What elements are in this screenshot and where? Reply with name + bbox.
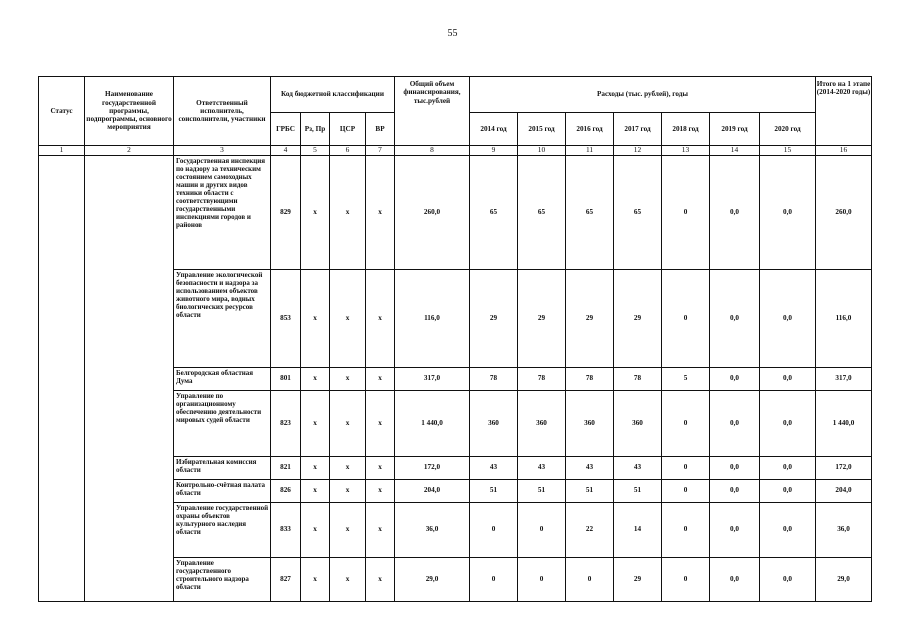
year-cell: 65 bbox=[614, 155, 662, 269]
stage-total-cell: 29,0 bbox=[816, 557, 872, 601]
column-number: 5 bbox=[301, 146, 330, 156]
year-cell: 78 bbox=[614, 367, 662, 390]
year-cell: 0,0 bbox=[760, 557, 816, 601]
vr-cell: х bbox=[366, 456, 395, 479]
year-cell: 65 bbox=[470, 155, 518, 269]
year-cell: 0,0 bbox=[710, 479, 760, 502]
grbs-cell: 826 bbox=[271, 479, 301, 502]
rzpr-cell: х bbox=[301, 557, 330, 601]
year-cell: 43 bbox=[614, 456, 662, 479]
column-numbers-row bbox=[39, 146, 872, 156]
grbs-cell: 829 bbox=[271, 155, 301, 269]
header-year-2016: 2016 год bbox=[566, 113, 614, 146]
year-cell: 43 bbox=[470, 456, 518, 479]
stage-total-cell: 116,0 bbox=[816, 269, 872, 367]
vr-cell: х bbox=[366, 479, 395, 502]
total-cell: 172,0 bbox=[395, 456, 470, 479]
year-cell: 51 bbox=[518, 479, 566, 502]
year-cell: 360 bbox=[614, 390, 662, 456]
stage-total-cell: 172,0 bbox=[816, 456, 872, 479]
year-cell: 0,0 bbox=[760, 502, 816, 557]
column-number: 10 bbox=[518, 146, 566, 156]
executor-cell: Управление экологической безопасности и надзора за использованием объектов животного мира, водных биологических ресурсов области bbox=[174, 269, 271, 367]
year-cell: 5 bbox=[662, 367, 710, 390]
grbs-cell: 821 bbox=[271, 456, 301, 479]
column-number: 6 bbox=[330, 146, 366, 156]
header-year-2020: 2020 год bbox=[760, 113, 816, 146]
header-program-name: Наименование государственной программы, подпрограммы, основного мероприятия bbox=[85, 77, 174, 146]
year-cell: 51 bbox=[470, 479, 518, 502]
total-cell: 116,0 bbox=[395, 269, 470, 367]
header-year-2014: 2014 год bbox=[470, 113, 518, 146]
executor-cell: Управление по организационному обеспечению деятельности мировых судей области bbox=[174, 390, 271, 456]
year-cell: 0,0 bbox=[760, 456, 816, 479]
vr-cell: х bbox=[366, 390, 395, 456]
year-cell: 0 bbox=[566, 557, 614, 601]
column-number: 12 bbox=[614, 146, 662, 156]
column-number: 3 bbox=[174, 146, 271, 156]
csr-cell: х bbox=[330, 269, 366, 367]
year-cell: 360 bbox=[470, 390, 518, 456]
header-rzpr: Рз, Пр bbox=[301, 113, 330, 146]
stage-total-cell: 317,0 bbox=[816, 367, 872, 390]
year-cell: 29 bbox=[518, 269, 566, 367]
program-name-cell bbox=[85, 155, 174, 601]
executor-cell: Управление государственной охраны объектов культурного наследия области bbox=[174, 502, 271, 557]
year-cell: 0 bbox=[662, 155, 710, 269]
year-cell: 29 bbox=[566, 269, 614, 367]
year-cell: 43 bbox=[566, 456, 614, 479]
grbs-cell: 801 bbox=[271, 367, 301, 390]
total-cell: 1 440,0 bbox=[395, 390, 470, 456]
rzpr-cell: х bbox=[301, 479, 330, 502]
grbs-cell: 833 bbox=[271, 502, 301, 557]
csr-cell: х bbox=[330, 557, 366, 601]
year-cell: 0 bbox=[662, 269, 710, 367]
year-cell: 0 bbox=[518, 557, 566, 601]
stage-total-cell: 260,0 bbox=[816, 155, 872, 269]
vr-cell: х bbox=[366, 155, 395, 269]
year-cell: 0,0 bbox=[710, 155, 760, 269]
column-number: 7 bbox=[366, 146, 395, 156]
vr-cell: х bbox=[366, 269, 395, 367]
year-cell: 0 bbox=[470, 502, 518, 557]
csr-cell: х bbox=[330, 456, 366, 479]
header-year-2018: 2018 год bbox=[662, 113, 710, 146]
year-cell: 0,0 bbox=[710, 390, 760, 456]
year-cell: 0 bbox=[662, 557, 710, 601]
year-cell: 0,0 bbox=[760, 367, 816, 390]
rzpr-cell: х bbox=[301, 155, 330, 269]
csr-cell: х bbox=[330, 479, 366, 502]
total-cell: 36,0 bbox=[395, 502, 470, 557]
executor-cell: Контрольно-счётная палата области bbox=[174, 479, 271, 502]
year-cell: 0,0 bbox=[710, 456, 760, 479]
executor-cell: Управление государственного строительного надзора области bbox=[174, 557, 271, 601]
csr-cell: х bbox=[330, 390, 366, 456]
header-status: Статус bbox=[39, 77, 85, 146]
header-year-2015: 2015 год bbox=[518, 113, 566, 146]
executor-cell: Белгородская областная Дума bbox=[174, 367, 271, 390]
header-expenses: Расходы (тыс. рублей), годы bbox=[470, 77, 816, 113]
header-budget-code: Код бюджетной классификации bbox=[271, 77, 395, 113]
year-cell: 0,0 bbox=[760, 269, 816, 367]
rzpr-cell: х bbox=[301, 502, 330, 557]
year-cell: 78 bbox=[518, 367, 566, 390]
year-cell: 0,0 bbox=[710, 557, 760, 601]
rzpr-cell: х bbox=[301, 456, 330, 479]
year-cell: 51 bbox=[566, 479, 614, 502]
total-cell: 317,0 bbox=[395, 367, 470, 390]
grbs-cell: 853 bbox=[271, 269, 301, 367]
year-cell: 0,0 bbox=[760, 155, 816, 269]
total-cell: 260,0 bbox=[395, 155, 470, 269]
year-cell: 78 bbox=[566, 367, 614, 390]
year-cell: 0,0 bbox=[710, 367, 760, 390]
header-csr: ЦСР bbox=[330, 113, 366, 146]
header-year-2017: 2017 год bbox=[614, 113, 662, 146]
stage-total-cell: 204,0 bbox=[816, 479, 872, 502]
year-cell: 0 bbox=[662, 456, 710, 479]
year-cell: 29 bbox=[470, 269, 518, 367]
column-number: 13 bbox=[662, 146, 710, 156]
year-cell: 43 bbox=[518, 456, 566, 479]
year-cell: 65 bbox=[566, 155, 614, 269]
rzpr-cell: х bbox=[301, 390, 330, 456]
total-cell: 29,0 bbox=[395, 557, 470, 601]
year-cell: 14 bbox=[614, 502, 662, 557]
table-row bbox=[39, 155, 872, 269]
column-number: 1 bbox=[39, 146, 85, 156]
stage-total-cell: 1 440,0 bbox=[816, 390, 872, 456]
executor-cell: Государственная инспекция по надзору за техническим состоянием самоходных машин и других видов техники области с соответствующими государственными инспекциями городов и районов bbox=[174, 155, 271, 269]
header-year-2019: 2019 год bbox=[710, 113, 760, 146]
vr-cell: х bbox=[366, 557, 395, 601]
column-number: 15 bbox=[760, 146, 816, 156]
status-cell bbox=[39, 155, 85, 601]
year-cell: 0 bbox=[662, 502, 710, 557]
grbs-cell: 823 bbox=[271, 390, 301, 456]
year-cell: 0,0 bbox=[760, 390, 816, 456]
header-executor: Ответственный исполнитель, соисполнители, участники bbox=[174, 77, 271, 146]
year-cell: 78 bbox=[470, 367, 518, 390]
header-stage-total: Итого на 1 этапе (2014-2020 годы) bbox=[816, 77, 872, 146]
column-number: 8 bbox=[395, 146, 470, 156]
vr-cell: х bbox=[366, 367, 395, 390]
vr-cell: х bbox=[366, 502, 395, 557]
column-number: 4 bbox=[271, 146, 301, 156]
year-cell: 22 bbox=[566, 502, 614, 557]
rzpr-cell: х bbox=[301, 367, 330, 390]
year-cell: 65 bbox=[518, 155, 566, 269]
stage-total-cell: 36,0 bbox=[816, 502, 872, 557]
header-total-funding: Общий объем финансирования, тыс.рублей bbox=[395, 77, 470, 146]
budget-table bbox=[38, 76, 872, 602]
year-cell: 0,0 bbox=[760, 479, 816, 502]
year-cell: 0 bbox=[662, 390, 710, 456]
rzpr-cell: х bbox=[301, 269, 330, 367]
year-cell: 29 bbox=[614, 269, 662, 367]
year-cell: 0 bbox=[470, 557, 518, 601]
column-number: 16 bbox=[816, 146, 872, 156]
grbs-cell: 827 bbox=[271, 557, 301, 601]
year-cell: 29 bbox=[614, 557, 662, 601]
csr-cell: х bbox=[330, 367, 366, 390]
year-cell: 360 bbox=[518, 390, 566, 456]
csr-cell: х bbox=[330, 502, 366, 557]
column-number: 9 bbox=[470, 146, 518, 156]
year-cell: 0 bbox=[662, 479, 710, 502]
year-cell: 0,0 bbox=[710, 269, 760, 367]
csr-cell: х bbox=[330, 155, 366, 269]
year-cell: 0 bbox=[518, 502, 566, 557]
year-cell: 0,0 bbox=[710, 502, 760, 557]
header-grbs: ГРБС bbox=[271, 113, 301, 146]
column-number: 14 bbox=[710, 146, 760, 156]
year-cell: 51 bbox=[614, 479, 662, 502]
header-vr: ВР bbox=[366, 113, 395, 146]
executor-cell: Избирательная комиссия области bbox=[174, 456, 271, 479]
total-cell: 204,0 bbox=[395, 479, 470, 502]
page-number: 55 bbox=[447, 28, 458, 39]
column-number: 11 bbox=[566, 146, 614, 156]
year-cell: 360 bbox=[566, 390, 614, 456]
column-number: 2 bbox=[85, 146, 174, 156]
